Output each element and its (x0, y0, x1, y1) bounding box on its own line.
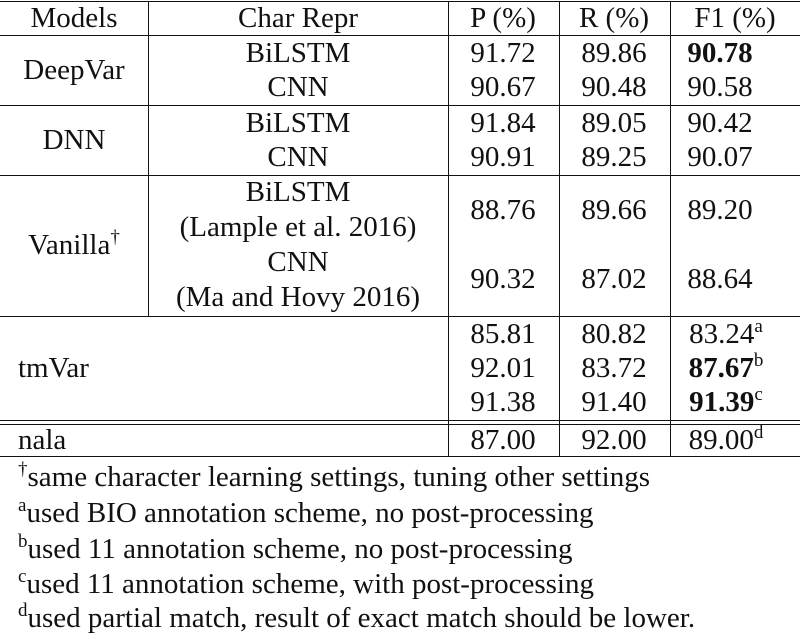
precision-cell: 90.67 (470, 71, 536, 103)
footnote-mark: c (754, 384, 763, 405)
footnote-b (18, 532, 572, 566)
header-f1: F1 (%) (694, 2, 776, 34)
recall-cell: 87.02 (581, 263, 647, 295)
precision-cell: 85.81 (470, 318, 536, 350)
f1-value-best: 91.39 (689, 386, 755, 418)
recall-cell: 92.00 (581, 424, 647, 456)
recall-cell: 80.82 (581, 318, 647, 350)
col-sep-4 (670, 1, 671, 456)
footnote-mark: † (18, 459, 28, 480)
footnote-mark: d (18, 600, 28, 621)
f1-value-best: 87.67 (688, 352, 754, 384)
recall-cell: 89.86 (581, 37, 647, 69)
model-vanilla (28, 228, 120, 262)
footnote-mark: b (18, 531, 28, 552)
precision-cell: 88.76 (470, 194, 536, 226)
rule-after-tmvar (0, 420, 800, 421)
f1-value: 83.24 (689, 318, 755, 350)
footnote-text: used 11 annotation scheme, with post-processing (26, 568, 594, 600)
col-sep-1 (148, 1, 149, 316)
f1-cell-best: 90.78 (687, 37, 753, 69)
precision-cell: 87.00 (470, 424, 536, 456)
footnote-text: used BIO annotation scheme, no post-processing (26, 497, 594, 529)
model-nala: nala (18, 424, 67, 456)
recall-cell: 90.48 (581, 71, 647, 103)
char-repr-citation: (Ma and Hovy 2016) (175, 281, 421, 313)
rule-after-vanilla (0, 316, 800, 317)
footnote-d (18, 601, 695, 635)
f1-cell: 90.07 (687, 141, 753, 173)
precision-cell: 91.38 (470, 386, 536, 418)
footnote-mark: a (18, 495, 27, 516)
footnote-text: same character learning settings, tuning other settings (27, 461, 651, 493)
dagger-mark: † (110, 227, 120, 248)
footnote-text: used 11 annotation scheme, no post-processing (27, 533, 573, 565)
rule-after-nala (0, 456, 800, 457)
footnote-text: used partial match, result of exact match should be lower. (27, 602, 696, 634)
char-repr-cell: CNN (267, 246, 329, 278)
f1-cell (689, 317, 763, 351)
footnote-mark: a (754, 316, 763, 337)
col-sep-2 (448, 1, 449, 456)
model-dnn: DNN (42, 124, 106, 156)
header-precision: P (%) (470, 2, 536, 34)
rule-after-tmvar-2 (0, 424, 800, 425)
footnote-mark: c (18, 566, 27, 587)
f1-cell (689, 423, 764, 457)
char-repr-cell: BiLSTM (245, 176, 351, 208)
f1-cell: 88.64 (687, 263, 753, 295)
header-recall: R (%) (578, 2, 650, 34)
recall-cell: 89.66 (581, 194, 647, 226)
char-repr-cell: CNN (267, 141, 329, 173)
char-repr-cell: BiLSTM (245, 37, 351, 69)
recall-cell: 89.25 (581, 141, 647, 173)
model-name: Vanilla (28, 229, 111, 261)
rule-header (0, 35, 800, 36)
precision-cell: 90.91 (470, 141, 536, 173)
f1-cell: 90.42 (687, 107, 753, 139)
char-repr-cell: CNN (267, 71, 329, 103)
footnote-a (18, 496, 593, 530)
precision-cell: 90.32 (470, 263, 536, 295)
footnote-c (18, 567, 594, 601)
f1-cell: 89.20 (687, 194, 753, 226)
char-repr-citation: (Lample et al. 2016) (179, 211, 417, 243)
recall-cell: 83.72 (581, 352, 647, 384)
recall-cell: 89.05 (581, 107, 647, 139)
footnote-mark: d (753, 422, 764, 443)
f1-cell: 90.58 (687, 71, 753, 103)
recall-cell: 91.40 (581, 386, 647, 418)
char-repr-cell: BiLSTM (245, 107, 351, 139)
f1-value: 89.00 (688, 424, 754, 456)
header-models: Models (30, 2, 118, 34)
model-deepvar: DeepVar (23, 54, 125, 86)
precision-cell: 91.84 (470, 107, 536, 139)
rule-after-deepvar (0, 105, 800, 106)
footnote-dagger (18, 460, 650, 494)
header-char-repr: Char Repr (238, 2, 358, 34)
rule-after-dnn (0, 175, 800, 176)
footnote-mark: b (753, 350, 764, 371)
rule-top (0, 1, 800, 2)
f1-cell (689, 385, 763, 419)
f1-cell (689, 351, 764, 385)
col-sep-3 (559, 1, 560, 456)
model-tmvar: tmVar (18, 352, 89, 384)
precision-cell: 92.01 (470, 352, 536, 384)
precision-cell: 91.72 (470, 37, 536, 69)
